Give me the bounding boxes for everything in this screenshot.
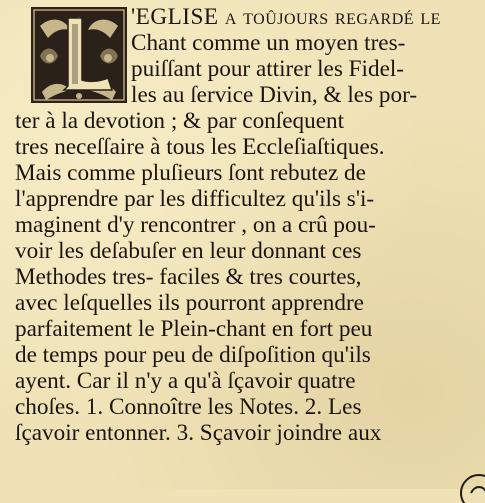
text-line-15: ayent. Car il n'y a qu'à ſçavoir quatre (15, 368, 356, 394)
text-line-17: ſçavoir entonner. 3. Sçavoir joindre aux (15, 420, 382, 446)
text-line-6: tres neceſſaire à tous les Eccleſiaſtiques. (15, 134, 385, 160)
text-line-4: les au ſervice Divin, & les por- (131, 82, 418, 108)
library-stamp-icon (449, 463, 485, 503)
text-line-8: l'apprendre par les difficultez qu'ils s'i- (15, 186, 375, 212)
text-line-16: choſes. 1. Connoître les Notes. 2. Les (15, 394, 362, 420)
text-line-11: Methodes tres- faciles & tres courtes, (15, 264, 362, 290)
text-line-9: maginent d'y rencontrer , on a crû pou- (15, 212, 376, 238)
ornamental-initial-L-icon (30, 6, 128, 104)
text-line-14: de temps pour peu de diſpoſition qu'ils (15, 342, 371, 368)
text-line-1 (131, 4, 441, 30)
text-line-13: parfaitement le Plein-chant en fort peu (15, 316, 373, 342)
opening-word: 'EGLISE a toûjours regardé le (131, 4, 441, 30)
text-line-10: voir les deſabuſer en leur donnant ces (15, 238, 362, 264)
text-line-7: Mais comme pluſieurs ſont rebutez de (15, 160, 366, 186)
text-line-3: puiſſant pour attirer les Fidel- (131, 56, 405, 82)
text-line-2: Chant comme un moyen tres- (131, 30, 406, 56)
text-line-12: avec leſquelles ils pourront apprendre (15, 290, 364, 316)
text-line-5: ter à la devotion ; & par conſequent (15, 108, 345, 134)
